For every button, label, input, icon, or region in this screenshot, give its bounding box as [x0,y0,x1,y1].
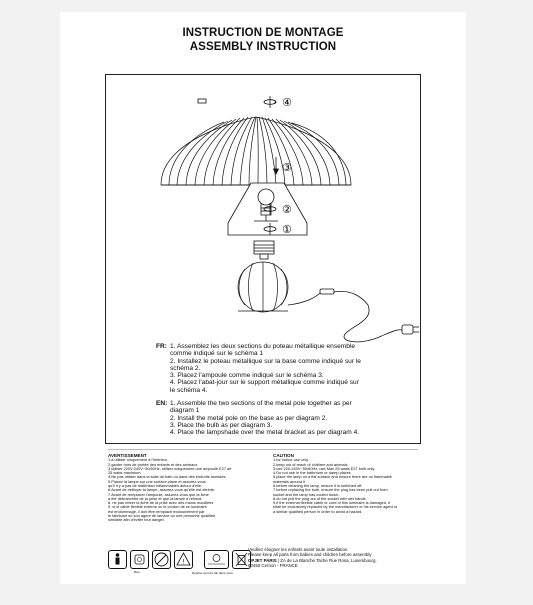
caution-line: materials around it [273,478,306,484]
address-line-1: | ZA de La Blanche Tache Rue Rosa, Luxembourg, [276,557,377,563]
en-line: 2. Install the metal pole on the base as per diagram 2. [170,414,328,422]
step-3-label: ③ [282,161,292,174]
caution-line: 8.do not pull the plug out of the socket with wet hands [273,495,366,501]
warning-line: 3.utiliser 220V-240V~50/60Hz, utiliser uniquement une ampoule E27 de [108,465,232,471]
footer-warning-en: Please keep all parts from babies and children before assembly [248,552,372,558]
caution-line: 6.before cleaning the lamp, ensure it is switched off. [273,482,363,488]
caution-line: 9.if the external flexible cable or cord of this luminaire is damaged, it [273,500,390,506]
caution-heading: CAUTION [273,453,294,458]
socket-illustration [254,241,274,259]
warning-line: 9. si le câble flexible externe ou le cordon de ce luminaire [108,504,207,510]
caution-en [273,453,423,514]
warning-line: 6.Avant de nettoyer la lampe, assurez-vous qu'elle est éteinte. [108,487,216,493]
lamp-base-illustration [238,262,288,312]
warning-line: 5.Placez la lampe sur une surface plane et assurez-vous [108,478,206,484]
warning-line: 8. ne pas retirer la fiche de la prise avec des mains mouillées [108,500,214,506]
en-line: 3. Place the bulb as per diagram 3. [170,421,273,429]
assembly-diagram-frame [105,74,421,444]
instruction-sheet [60,12,466,584]
warning-line: a été débranchée de la prise et que la lampe a refroidi. [108,495,203,501]
step-2-label: ② [282,203,292,216]
caution-line: 2.keep out of reach of children and animals [273,461,348,467]
caution-line: 3.use 220-240V~50/60Hz, use Max 25 watts E27 bulb only. [273,465,376,471]
warning-fr [108,453,258,523]
warning-line: 4.Ne pas utiliser dans la salle de bain ou dans des endroits humides. [108,474,227,480]
wood-icon-label: Bois [134,570,140,574]
warning-heading: AVERTISSEMENT [108,453,147,458]
caution-line: shall be exclusively replaced by the manufacturer or his service agent or [273,504,398,510]
section-divider [108,449,418,450]
warning-line: est endommagé, il doit être remplacé exclusivement par [108,508,205,514]
fr-line: comme indiqué sur le schéma 1 [170,350,264,358]
step-1-label: ① [282,223,292,236]
bracket-part [198,99,206,103]
fr-line: 4. Placez l'abat-jour sur le support métallique comme indiqué sur [170,379,359,387]
fr-line: 1. Assemblez les deux sections du poteau métallique ensemble [170,343,356,350]
warning-line: 7.Avant de remplacer l'ampoule, assurez-vous que la fiche [108,491,209,497]
indoor-use-icon [108,550,127,569]
address-line-2: 60450 Cernon - FRANCE [248,563,298,569]
title-en: ASSEMBLY INSTRUCTION [189,41,337,53]
plug-icon [402,325,419,334]
step-4-label: ④ [282,96,292,109]
lang-label-en: EN: [156,400,168,407]
en-line: 1. Assemble the two sections of the metal pole together as per [170,400,352,407]
electrical-warning-icon [174,550,193,569]
fr-line: 2. Installez le poteau métallique sur la base comme indiqué sur le [170,357,361,365]
fr-line: 3. Placez l'ampoule comme indiqué sur le schéma 3. [170,372,324,380]
age-warning-icon [152,550,171,569]
warning-line: qu'il n'y a pas de matériaux inflammables autour d'elle. [108,482,203,488]
wood-material-icon [130,550,149,569]
warning-line: 25 watts maximum. [108,470,142,476]
caution-line: 5.place the lamp on a flat surface and ensure there are no flammable [273,474,392,480]
footer-warning-fr: Veuillez éloigner les enfants avant toute installation. [248,547,349,552]
rotate-arrow-icon [264,96,276,108]
caution-line: 4.Do not use in the bathroom or damp places [273,470,351,476]
fr-line: schéma 2. [170,364,201,372]
lampshade-illustration [161,117,351,185]
en-line: 4. Place the lampshade over the metal bracket as per diagram 4. [170,429,360,437]
caution-line: a similar qualified person in order to avoid a hazard. [273,508,363,514]
triman-recycle-icon [204,550,229,569]
svg-text:!: ! [182,558,185,566]
caution-line: socket and the lamp has cooled down. [273,491,340,497]
caution-line: 7.before replacing the bulb, ensure the plug has been pull out from [273,487,388,493]
en-line: diagram 1 [170,407,200,415]
footer-text [248,547,458,569]
fr-line: le schéma 4. [170,386,208,394]
caution-line: 1.for indoor use only [273,457,309,463]
brand-name: OPJET PARIS [248,557,277,563]
lang-label-fr: FR: [156,343,167,350]
power-cord-illustration [288,289,406,342]
recycle-caption: Reprise du hors fait dans votre [192,571,233,575]
title-fr: INSTRUCTION DE MONTAGE [182,27,344,39]
warning-line: similaire afin d'éviter tout danger. [108,517,165,523]
warning-line: 1.à utiliser uniquement à l'intérieur . [108,457,170,463]
warning-line: le fabricant ou son agent de service ou une personne qualifiée [108,513,216,519]
warning-line: 2.garder hors de portée des enfants et des animaux [108,461,198,467]
